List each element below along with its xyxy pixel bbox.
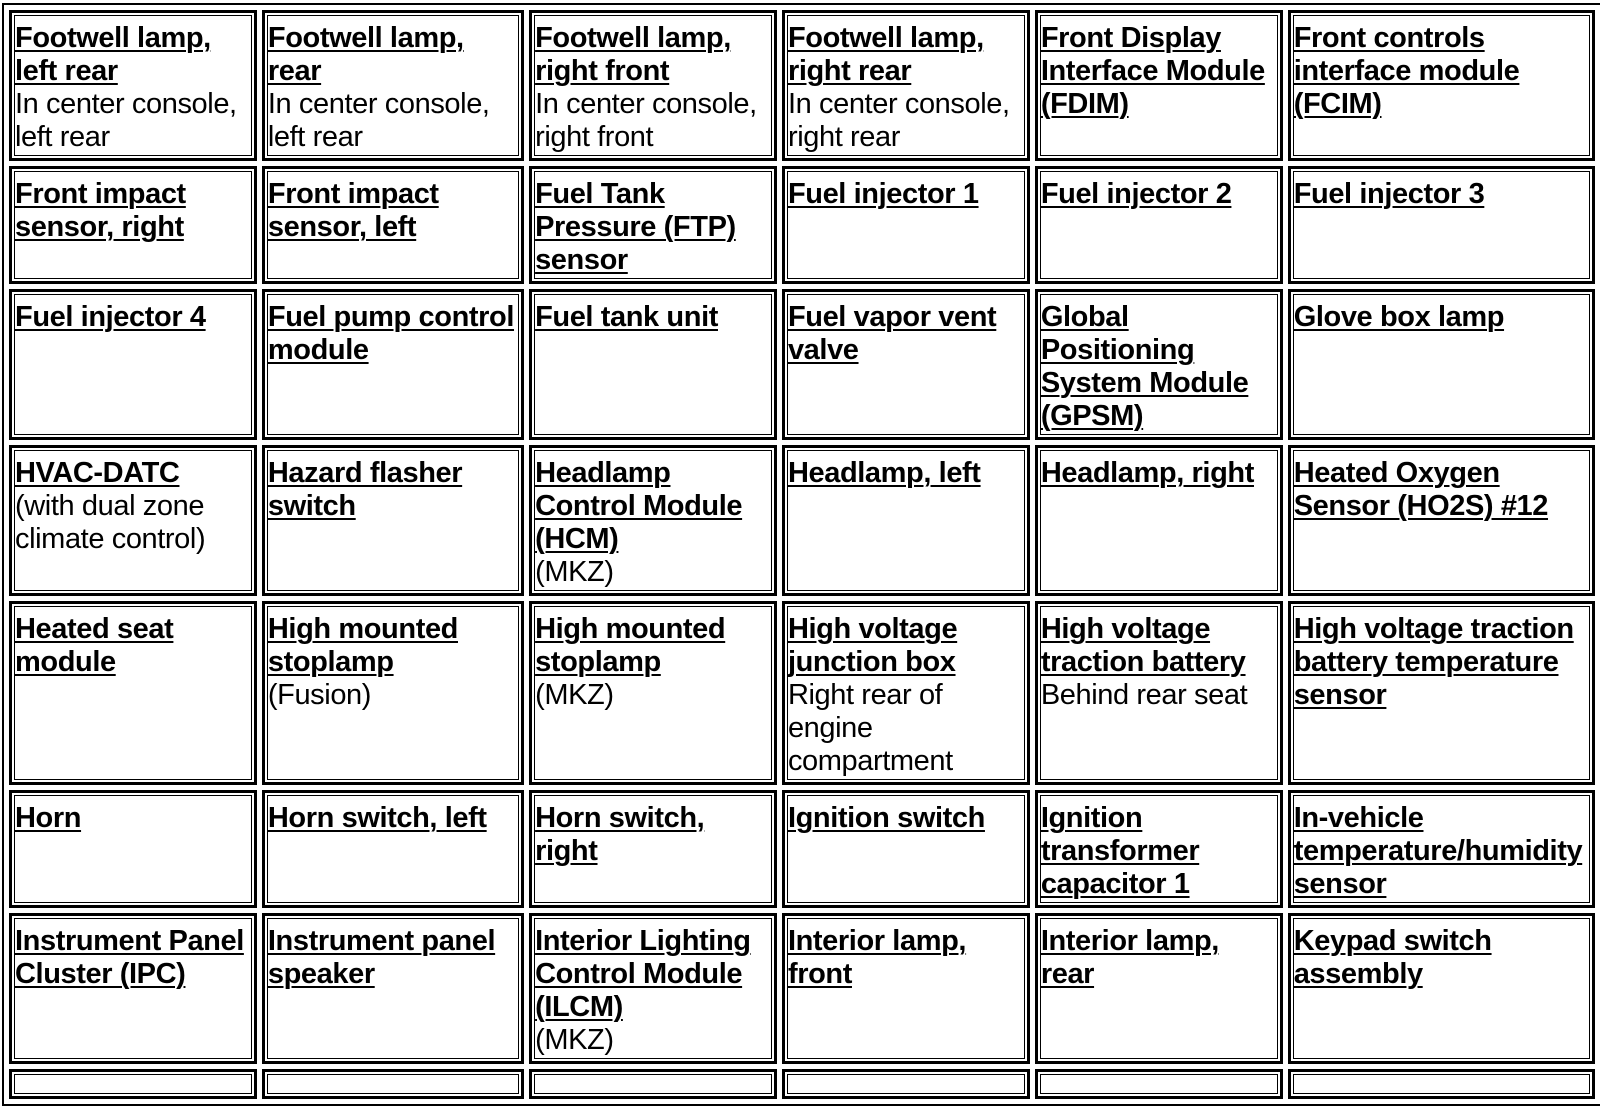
component-link[interactable]: Global Positioning System Module (GPSM): [1040, 301, 1249, 432]
table-cell: [9, 166, 257, 284]
table-row: [9, 601, 1595, 785]
component-link[interactable]: Footwell lamp, rear: [267, 22, 464, 87]
table-cell: [782, 601, 1030, 785]
component-link[interactable]: High voltage traction battery: [1040, 613, 1246, 678]
table-cell: [9, 913, 257, 1064]
table-cell: [262, 1069, 524, 1099]
location-note: In center console, right front: [535, 88, 757, 153]
table-cell: [529, 289, 777, 440]
table-cell: [1288, 601, 1595, 785]
component-link[interactable]: Horn switch, right: [535, 802, 705, 867]
component-link[interactable]: Fuel injector 4: [15, 301, 206, 333]
component-link[interactable]: Interior lamp, front: [787, 925, 967, 990]
table-cell: [262, 790, 524, 908]
table-cell: [782, 10, 1030, 161]
table-cell: [529, 10, 777, 161]
component-link[interactable]: Hazard flasher switch: [267, 457, 463, 522]
component-link[interactable]: Front impact sensor, right: [15, 178, 186, 243]
component-link[interactable]: In-vehicle temperature/humidity sensor: [1293, 802, 1583, 900]
table-cell: [1035, 601, 1283, 785]
component-link[interactable]: Ignition transformer capacitor 1: [1040, 802, 1200, 900]
table-cell: [529, 1069, 777, 1099]
component-link[interactable]: High mounted stoplamp: [535, 613, 726, 678]
component-link[interactable]: Fuel injector 1: [787, 178, 979, 210]
component-link[interactable]: Instrument Panel Cluster (IPC): [15, 925, 244, 990]
table-row: [9, 166, 1595, 284]
component-link[interactable]: Glove box lamp: [1293, 301, 1505, 333]
location-note: In center console, left rear: [267, 88, 490, 153]
component-link[interactable]: Horn switch, left: [267, 802, 487, 834]
component-link[interactable]: Front controls interface module (FCIM): [1293, 22, 1520, 120]
component-link[interactable]: Heated seat module: [15, 613, 174, 678]
table-cell: [1288, 445, 1595, 596]
table-cell: [1288, 10, 1595, 161]
component-link[interactable]: Headlamp, left: [787, 457, 981, 489]
location-note: In center console, left rear: [15, 88, 237, 153]
component-link[interactable]: Ignition switch: [787, 802, 985, 834]
location-note: In center console, right rear: [787, 88, 1010, 153]
location-note: (MKZ): [535, 679, 614, 711]
table-cell: [1288, 1069, 1595, 1099]
table-cell: [9, 601, 257, 785]
table-row: [9, 1069, 1595, 1099]
component-link[interactable]: Interior lamp, rear: [1040, 925, 1219, 990]
table-cell: [1288, 289, 1595, 440]
table-cell: [782, 913, 1030, 1064]
component-link[interactable]: Headlamp Control Module (HCM): [535, 457, 743, 555]
table-row: [9, 289, 1595, 440]
table-cell: [1288, 166, 1595, 284]
table-cell: [262, 913, 524, 1064]
component-link[interactable]: Fuel injector 3: [1293, 178, 1485, 210]
table-cell: [1288, 790, 1595, 908]
table-cell: [1035, 166, 1283, 284]
table-cell: [9, 445, 257, 596]
component-link[interactable]: Fuel pump control module: [267, 301, 515, 366]
table-cell: [782, 166, 1030, 284]
component-link[interactable]: Headlamp, right: [1040, 457, 1254, 489]
table-cell: [529, 790, 777, 908]
component-link[interactable]: Footwell lamp, right front: [535, 22, 731, 87]
table-cell: [262, 166, 524, 284]
component-link[interactable]: High voltage junction box: [787, 613, 958, 678]
component-location-table: [2, 3, 1600, 1106]
component-link[interactable]: Footwell lamp, right rear: [787, 22, 984, 87]
table-cell: [529, 166, 777, 284]
table-cell: [262, 289, 524, 440]
component-link[interactable]: High mounted stoplamp: [267, 613, 458, 678]
component-link[interactable]: Fuel vapor vent valve: [787, 301, 997, 366]
table-row: [9, 913, 1595, 1064]
table-cell: [529, 601, 777, 785]
table-cell: [1288, 913, 1595, 1064]
location-note: (Fusion): [267, 679, 372, 711]
component-link[interactable]: Heated Oxygen Sensor (HO2S) #12: [1293, 457, 1549, 522]
table-cell: [262, 10, 524, 161]
component-link[interactable]: Fuel Tank Pressure (FTP) sensor: [535, 178, 736, 276]
table-row: [9, 445, 1595, 596]
location-note: Right rear of engine compartment: [787, 679, 953, 777]
component-link[interactable]: Fuel injector 2: [1040, 178, 1232, 210]
location-note: (MKZ): [535, 1024, 614, 1056]
table-cell: [9, 289, 257, 440]
table-cell: [9, 10, 257, 161]
table-row: [9, 790, 1595, 908]
table-cell: [1035, 289, 1283, 440]
table-cell: [529, 913, 777, 1064]
table-cell: [1035, 913, 1283, 1064]
table-cell: [782, 289, 1030, 440]
table-cell: [9, 1069, 257, 1099]
table-cell: [782, 445, 1030, 596]
table-cell: [262, 601, 524, 785]
component-link[interactable]: Fuel tank unit: [535, 301, 718, 333]
component-link[interactable]: Instrument panel speaker: [267, 925, 496, 990]
location-note: (MKZ): [535, 556, 614, 588]
table-cell: [782, 790, 1030, 908]
table-cell: [1035, 10, 1283, 161]
table-cell: [1035, 1069, 1283, 1099]
location-note: (with dual zone climate control): [15, 490, 206, 555]
component-link[interactable]: HVAC-DATC: [15, 457, 180, 489]
table-cell: [1035, 790, 1283, 908]
table-cell: [9, 790, 257, 908]
component-link[interactable]: Interior Lighting Control Module (ILCM): [535, 925, 751, 1023]
component-link[interactable]: High voltage traction battery temperature sensor: [1293, 613, 1574, 711]
table-cell: [782, 1069, 1030, 1099]
table-cell: [1035, 445, 1283, 596]
component-link[interactable]: Front impact sensor, left: [267, 178, 439, 243]
table-row: [9, 10, 1595, 161]
component-link[interactable]: Horn: [15, 802, 82, 834]
component-link[interactable]: Keypad switch assembly: [1293, 925, 1492, 990]
component-link[interactable]: Front Display Interface Module (FDIM): [1040, 22, 1265, 120]
table-cell: [529, 445, 777, 596]
table-cell: [262, 445, 524, 596]
location-note: Behind rear seat: [1040, 679, 1248, 711]
component-link[interactable]: Footwell lamp, left rear: [15, 22, 211, 87]
